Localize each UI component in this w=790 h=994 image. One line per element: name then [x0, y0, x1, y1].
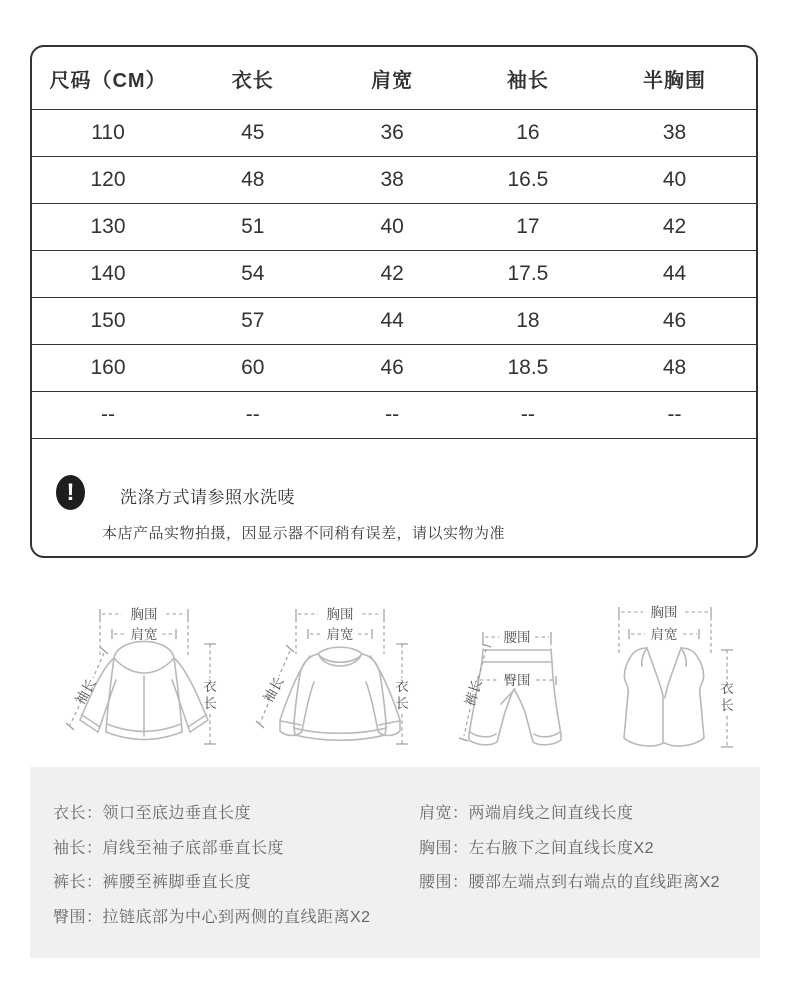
table-row [32, 298, 756, 345]
table-cell: 110 [32, 110, 184, 157]
table-row [32, 345, 756, 392]
definitions-right-column [419, 797, 720, 901]
size-table-header-cell: 半胸围 [593, 47, 756, 110]
table-cell: 57 [184, 298, 322, 345]
table-cell: 44 [593, 251, 756, 298]
jacket-length-label: 衣长 [203, 679, 217, 711]
table-row [32, 110, 756, 157]
table-cell: -- [322, 392, 463, 439]
pants-hip-label: 臀围 [503, 673, 531, 688]
definition-item: 衣长：领口至底边垂直长度 [53, 805, 252, 822]
measurement-definitions-panel [30, 767, 760, 958]
sweater-length-label: 衣长 [395, 679, 409, 711]
size-table-header-row [32, 47, 756, 110]
table-cell: 42 [593, 204, 756, 251]
definitions-left-column [53, 797, 371, 935]
table-cell: 18.5 [463, 345, 593, 392]
vest-chest-label: 胸围 [650, 605, 678, 620]
jacket-shoulder-label: 肩宽 [130, 627, 158, 642]
jacket-measure-diagram [60, 592, 240, 758]
definition-item: 裤长：裤腰至裤脚垂直长度 [53, 874, 252, 891]
notice-section [32, 439, 756, 558]
table-cell: -- [463, 392, 593, 439]
table-cell: 16 [463, 110, 593, 157]
sweater-neck-outline [318, 647, 362, 654]
sweater-sleeve-label: 袖长 [260, 674, 287, 706]
definition-item: 臀围：拉链底部为中心到两侧的直线距离X2 [53, 908, 371, 926]
table-cell: 16.5 [463, 157, 593, 204]
vest-length-label: 衣长 [720, 681, 734, 713]
notice-subtitle: 本店产品实物拍摄，因显示器不同稍有误差，请以实物为准 [102, 525, 506, 542]
table-cell: 45 [184, 110, 322, 157]
table-cell: 38 [593, 110, 756, 157]
sweater-chest-label: 胸围 [326, 607, 354, 622]
table-cell: 17 [463, 204, 593, 251]
vest-outline [624, 648, 704, 746]
table-cell: 44 [322, 298, 463, 345]
size-table-header-cell: 肩宽 [322, 47, 463, 110]
table-cell: -- [593, 392, 756, 439]
table-cell: 51 [184, 204, 322, 251]
table-cell: 40 [593, 157, 756, 204]
table-row [32, 251, 756, 298]
table-cell: 18 [463, 298, 593, 345]
sweater-shoulder-label: 肩宽 [326, 627, 354, 642]
size-table-header-cell: 袖长 [463, 47, 593, 110]
size-table-header-cell: 尺码（CM） [32, 47, 184, 110]
definition-item: 胸围：左右腋下之间直线长度X2 [419, 839, 655, 857]
table-cell: 60 [184, 345, 322, 392]
notice-title: 洗涤方式请参照水洗唛 [120, 488, 295, 507]
table-cell: 54 [184, 251, 322, 298]
table-row [32, 204, 756, 251]
table-cell: 36 [322, 110, 463, 157]
table-cell: 17.5 [463, 251, 593, 298]
pants-waist-label: 腰围 [503, 630, 531, 645]
table-cell: 42 [322, 251, 463, 298]
size-table-header-cell: 衣长 [184, 47, 322, 110]
sweater-measure-diagram [250, 592, 430, 758]
table-cell: 160 [32, 345, 184, 392]
table-cell: 46 [322, 345, 463, 392]
size-table [32, 47, 756, 439]
pants-measure-diagram [445, 592, 585, 758]
exclamation-icon [56, 475, 85, 510]
definition-item: 腰围：腰部左端点到右端点的直线距离X2 [419, 874, 721, 891]
jacket-hood-outline [114, 642, 174, 659]
table-cell: 40 [322, 204, 463, 251]
jacket-sleeve-label: 袖长 [72, 676, 99, 708]
table-cell: 140 [32, 251, 184, 298]
table-row [32, 392, 756, 439]
vest-shoulder-label: 肩宽 [650, 627, 678, 642]
vest-measure-diagram [605, 592, 765, 758]
table-cell: 46 [593, 298, 756, 345]
jacket-chest-label: 胸围 [130, 607, 158, 622]
definition-item: 肩宽：两端肩线之间直线长度 [419, 805, 634, 822]
size-chart-card [30, 45, 758, 558]
exclamation-glyph: ! [66, 478, 75, 506]
table-cell: -- [32, 392, 184, 439]
pants-length-label: 裤长 [462, 677, 485, 709]
table-cell: 120 [32, 157, 184, 204]
table-cell: 48 [184, 157, 322, 204]
table-cell: 38 [322, 157, 463, 204]
table-cell: -- [184, 392, 322, 439]
table-cell: 130 [32, 204, 184, 251]
table-cell: 150 [32, 298, 184, 345]
table-cell: 48 [593, 345, 756, 392]
table-row [32, 157, 756, 204]
definition-item: 袖长：肩线至袖子底部垂直长度 [53, 839, 285, 857]
